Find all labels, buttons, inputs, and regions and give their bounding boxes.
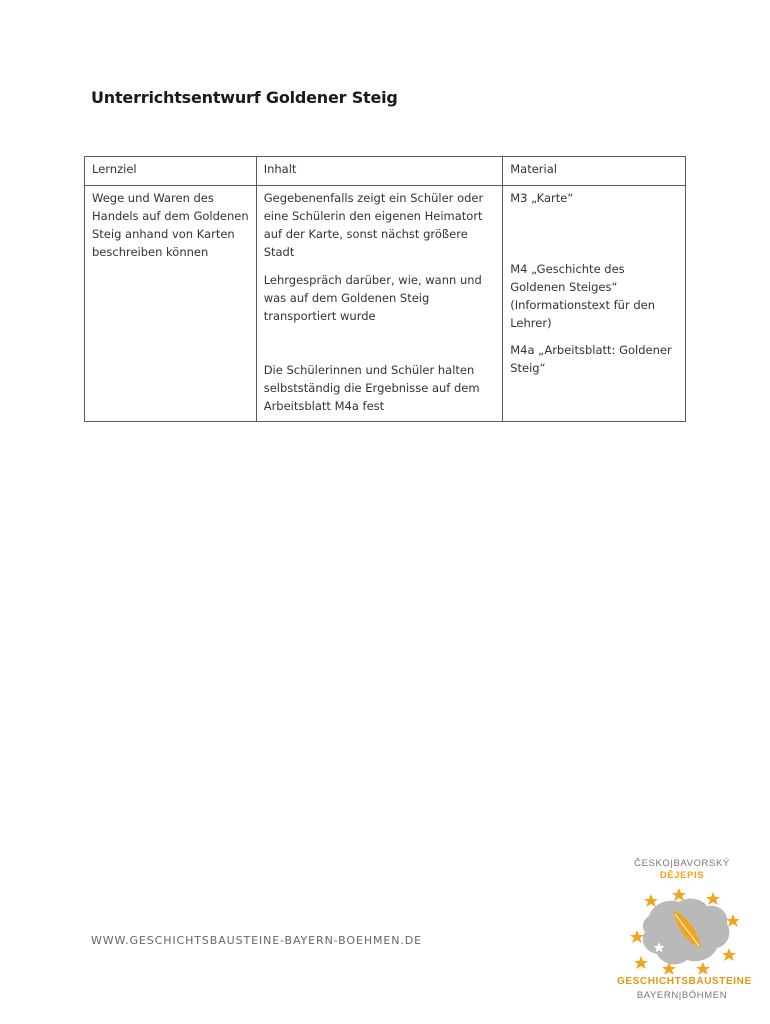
table-header-row	[85, 157, 686, 186]
lesson-plan-table	[84, 156, 686, 422]
material-item-1: M3 „Karte“	[510, 191, 574, 205]
inhalt-item-2: Lehrgespräch darüber, wie, wann und was auf dem Goldenen Steig transportiert wurde	[263, 273, 482, 323]
cell-inhalt	[256, 186, 503, 422]
material-item-3: M4a „Arbeitsblatt: Goldener Steig“	[510, 343, 672, 375]
lernziel-text: Wege und Waren des Handels auf dem Goldenen Steig anhand von Karten beschreiben können	[92, 191, 249, 259]
project-logo	[617, 858, 752, 1008]
logo-line-dejepis: DĚJEPIS	[659, 870, 705, 881]
material-item-2: M4 „Geschichte des Goldenen Steiges“ (Informationstext für den Lehrer)	[510, 262, 656, 330]
header-lernziel: Lernziel	[85, 157, 257, 186]
logo-line-cesko-bavorsky: ČESKO|BAVORSKÝ	[634, 858, 730, 869]
logo-line-bayern-boehmen: BAYERN|BÖHMEN	[636, 990, 728, 1001]
page-title: Unterrichtsentwurf Goldener Steig	[91, 88, 398, 107]
table-row	[85, 186, 686, 422]
logo-line-geschichtsbausteine: GESCHICHTSBAUSTEINE	[617, 976, 752, 987]
cell-lernziel	[85, 186, 257, 422]
header-material: Material	[503, 157, 686, 186]
logo-map-stars-icon	[629, 886, 739, 974]
inhalt-item-3: Die Schülerinnen und Schüler halten selbstständig die Ergebnisse auf dem Arbeitsblatt M4a fest	[263, 363, 480, 413]
header-inhalt: Inhalt	[256, 157, 503, 186]
footer-website-url[interactable]: WWW.GESCHICHTSBAUSTEINE-BAYERN-BOEHMEN.DE	[91, 934, 422, 947]
cell-material	[503, 186, 686, 422]
inhalt-item-1: Gegebenenfalls zeigt ein Schüler oder eine Schülerin den eigenen Heimatort auf der Karte, sonst nächst größere Stadt	[263, 191, 484, 259]
